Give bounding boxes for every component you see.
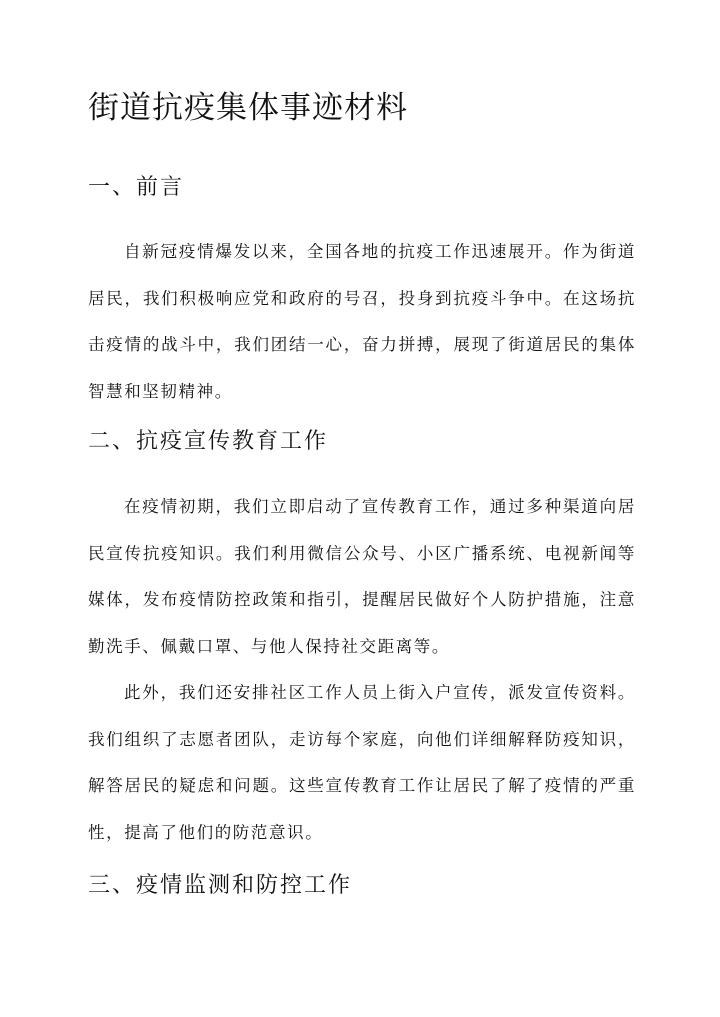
section-heading-preface: 一、前言 (88, 175, 185, 200)
document-title: 街道抗疫集体事迹材料 (88, 90, 408, 126)
section-heading-monitoring: 三、疫情监测和防控工作 (88, 873, 353, 898)
section-heading-publicity: 二、抗疫宣传教育工作 (88, 429, 329, 454)
paragraph-preface: 自新冠疫情爆发以来，全国各地的抗疫工作迅速展开。作为街道居民，我们积极响应党和政府的号召，投身到抗疫斗争中。在这场抗击疫情的战斗中，我们团结一心，奋力拼搏，展现了街道居民的集体智慧和坚韧精神。 (88, 242, 636, 401)
paragraph-publicity-1: 在疫情初期，我们立即启动了宣传教育工作，通过多种渠道向居民宣传抗疫知识。我们利用微信公众号、小区广播系统、电视新闻等媒体，发布疫情防控政策和指引，提醒居民做好个人防护措施，注意勤洗手、佩戴口罩、与他人保持社交距离等。 (88, 497, 636, 656)
paragraph-publicity-2: 此外，我们还安排社区工作人员上街入户宣传，派发宣传资料。我们组织了志愿者团队，走访每个家庭，向他们详细解释防疫知识，解答居民的疑虑和问题。这些宣传教育工作让居民了解了疫情的严重性，提高了他们的防范意识。 (88, 683, 636, 842)
